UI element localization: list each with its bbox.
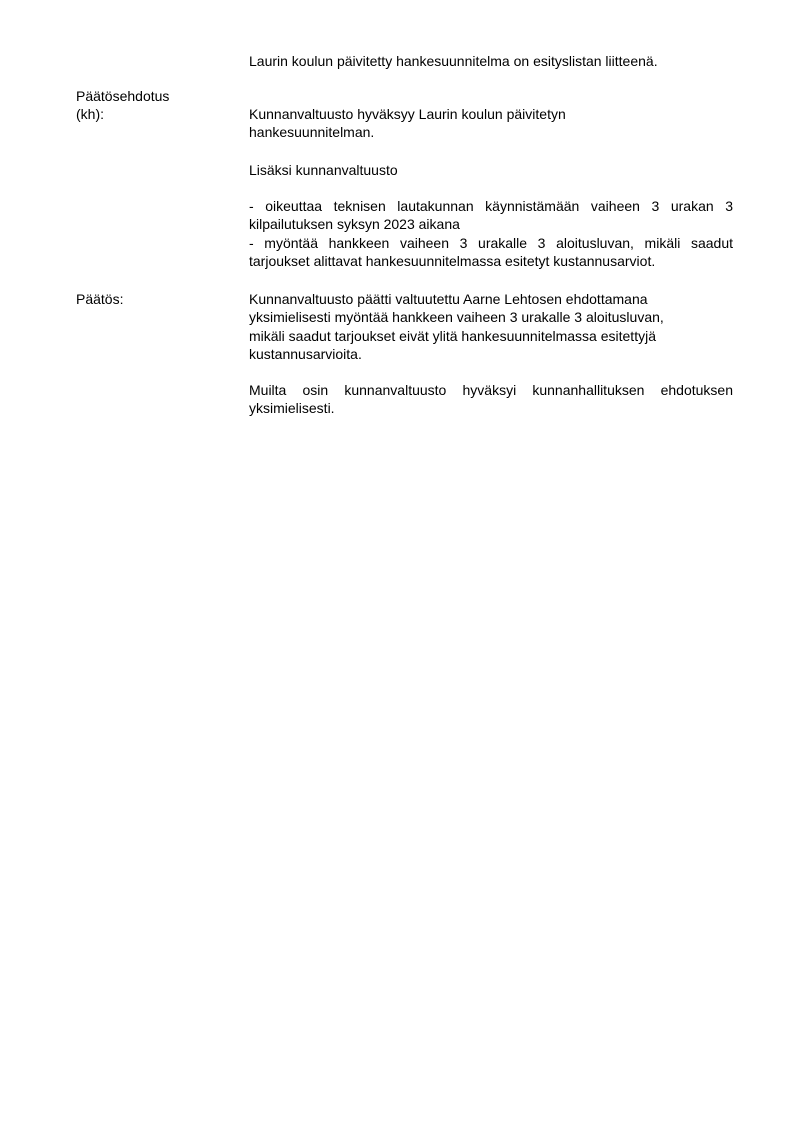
decision-para1-line3: mikäli saadut tarjoukset eivät ylitä hankesuunnitelmassa esitettyjä [249,327,656,344]
proposal-bullet-1 [249,197,733,234]
proposal-label-line2: (kh): [76,106,104,123]
proposal-para1-line1: Kunnanvaltuusto hyväksyy Laurin koulun päivitetyn [249,106,566,122]
proposal-paragraph-2 [249,161,733,179]
proposal-bullet2-line1: - myöntää hankkeen vaiheen 3 urakalle 3 aloitusluvan, mikäli saadut [249,234,733,251]
decision-body-2 [249,381,733,418]
proposal-bullet1-line1: - oikeuttaa teknisen lautakunnan käynnistämään vaiheen 3 urakan 3 [249,198,733,214]
decision-label: Päätös: [76,291,124,307]
decision-paragraph-1 [249,290,733,363]
proposal-label [76,87,236,124]
proposal-bullets [249,197,733,270]
decision-label-block [76,290,236,308]
proposal-para2: Lisäksi kunnanvaltuusto [249,162,398,178]
decision-para2-line2: yksimielisesti. [249,400,335,417]
proposal-bullet1-line2: kilpailutuksen syksyn 2023 aikana [249,216,460,233]
decision-para1-line2: yksimielisesti myöntää hankkeen vaiheen 3 urakalle 3 aloitusluvan, [249,309,664,326]
decision-para1-line4: kustannusarvioita. [249,345,362,362]
decision-para2-line1: Muilta osin kunnanvaltuusto hyväksyi kunnanhallituksen ehdotuksen [249,382,733,398]
proposal-body-2 [249,161,733,179]
proposal-body [249,105,733,142]
decision-body [249,290,733,363]
proposal-label-line1: Päätösehdotus [76,88,170,104]
decision-paragraph-2 [249,381,733,418]
proposal-bullet-2 [249,234,733,271]
proposal-bullet2-line2: tarjoukset alittavat hankesuunnitelmassa esitetyt kustannusarviot. [249,252,656,269]
intro-section [249,52,733,70]
decision-para1-line1: Kunnanvaltuusto päätti valtuutettu Aarne Lehtosen ehdottamana [249,291,648,307]
proposal-para1-line2: hankesuunnitelman. [249,124,375,141]
proposal-paragraph-1 [249,105,733,142]
intro-text: Laurin koulun päivitetty hankesuunnitelma on esityslistan liitteenä. [249,53,658,69]
